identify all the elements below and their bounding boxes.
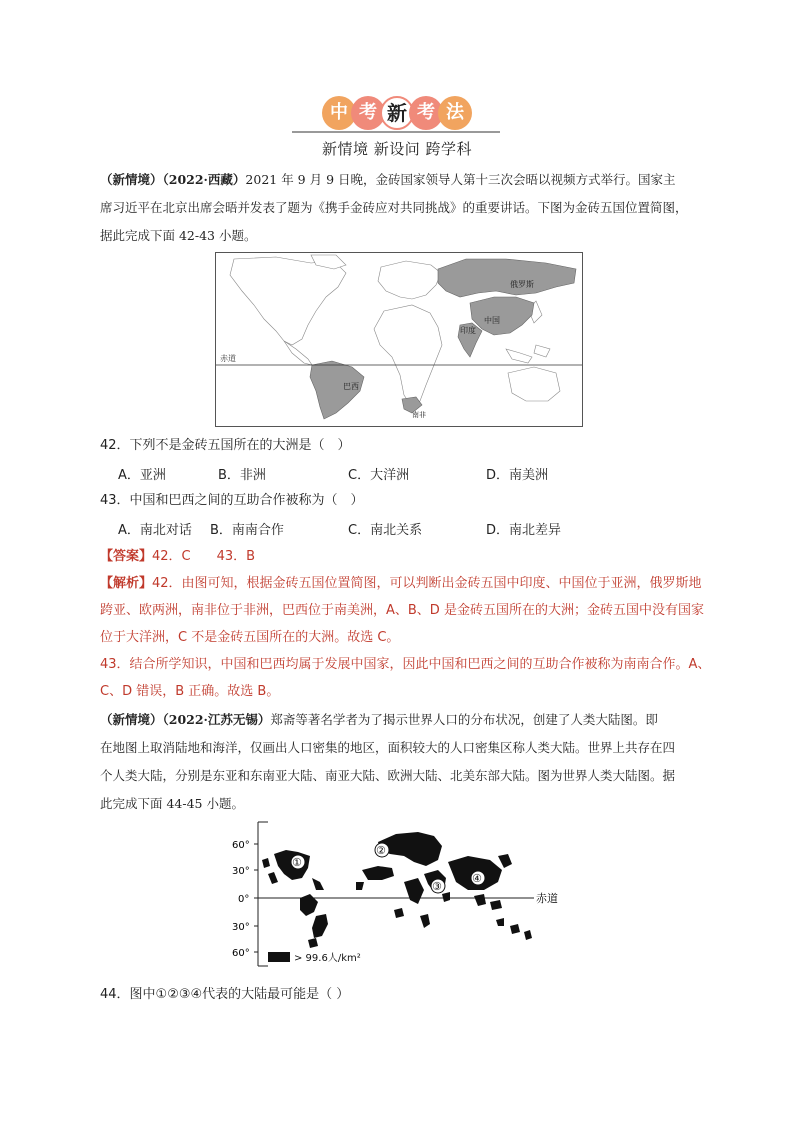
north-america-shape bbox=[230, 257, 346, 345]
china-label: 中国 bbox=[484, 316, 500, 325]
title-badges bbox=[322, 96, 472, 130]
badge-char: 新 bbox=[380, 96, 414, 130]
intro-text: 据此完成下面 42-43 小题。 bbox=[100, 228, 257, 243]
badge-char: 考 bbox=[351, 96, 385, 130]
russia-label: 俄罗斯 bbox=[510, 280, 534, 289]
answer-text: 42．C 43．B bbox=[152, 549, 256, 564]
question-intro-1 bbox=[100, 166, 712, 250]
europe-shape bbox=[378, 261, 441, 299]
q42-option-c[interactable]: C．大洋洲 bbox=[348, 468, 410, 483]
header-divider bbox=[292, 131, 500, 133]
analysis-line-2: 跨亚、欧两洲，南非位于非洲，巴西位于南美洲，A、B、D 是金砖五国所在的大洲；金砖五国中没有国家 bbox=[100, 603, 704, 618]
intro-text: 在地图上取消陆地和海洋，仅画出人口密集的地区，面积较大的人口密集区称人类大陆。世界上共存在四 bbox=[100, 740, 676, 755]
q43-option-b[interactable]: B．南南合作 bbox=[210, 523, 284, 538]
context-tag: （新情境） bbox=[100, 172, 163, 187]
q42-option-b[interactable]: B．非洲 bbox=[218, 468, 266, 483]
q43-option-c[interactable]: C．南北关系 bbox=[348, 523, 423, 538]
intro-text: 郑斋等著名学者为了揭示世界人口的分布状况，创建了人类大陆图。即 bbox=[270, 712, 658, 727]
analysis-line-4: 43．结合所学知识，中国和巴西均属于发展中国家，因此中国和巴西之间的互助合作被称为南南合作。A、 bbox=[100, 657, 711, 672]
q42-option-d[interactable]: D．南美洲 bbox=[486, 468, 549, 483]
answer-label: 【答案】 bbox=[100, 549, 153, 564]
question-intro-2 bbox=[100, 706, 712, 818]
badge-char: 考 bbox=[409, 96, 443, 130]
lat-label: 30° bbox=[232, 922, 250, 933]
intro-text: 此完成下面 44-45 小题。 bbox=[100, 796, 244, 811]
context-tag: （新情境） bbox=[100, 712, 163, 727]
q43-option-d[interactable]: D．南北差异 bbox=[486, 523, 562, 538]
question-43-stem: 43．中国和巴西之间的互助合作被称为（ ） bbox=[100, 493, 364, 508]
islands-shape bbox=[534, 345, 550, 357]
human-continents-map bbox=[228, 820, 568, 970]
india-label: 印度 bbox=[460, 326, 476, 335]
source-tag: （2022·江苏无锡） bbox=[162, 712, 271, 727]
analysis-text: 42．由图可知，根据金砖五国位置简图，可以判断出金砖五国中印度、中国位于亚洲，俄罗斯地 bbox=[152, 576, 702, 591]
equator-label: 赤道 bbox=[220, 354, 236, 363]
analysis-line-1 bbox=[100, 574, 702, 594]
intro-text: 个人类大陆，分别是东亚和东南亚大陆、南亚大陆、欧洲大陆、北美东部大陆。图为世界人类大陆图。据 bbox=[100, 768, 676, 783]
brics-map bbox=[215, 252, 583, 427]
islands-shape bbox=[506, 349, 532, 363]
question-44-stem: 44．图中①②③④代表的大陆最可能是（ ） bbox=[100, 987, 350, 1002]
q43-option-a[interactable]: A．南北对话 bbox=[118, 523, 192, 538]
section-header bbox=[0, 92, 794, 162]
marker-3: ③ bbox=[432, 880, 442, 893]
equator-label: 赤道 bbox=[536, 892, 558, 905]
legend-swatch bbox=[268, 952, 290, 962]
marker-1: ① bbox=[292, 856, 302, 869]
south-africa-label: 南非 bbox=[412, 411, 426, 419]
russia-shape bbox=[438, 259, 576, 297]
question-42-stem: 42．下列不是金砖五国所在的大洲是（ ） bbox=[100, 438, 351, 453]
legend-label: > 99.6人/km² bbox=[294, 953, 361, 964]
marker-2: ② bbox=[376, 844, 386, 857]
source-tag: （2022·西藏） bbox=[162, 172, 246, 187]
africa-shape bbox=[374, 305, 442, 407]
world-map-figure bbox=[216, 253, 582, 426]
intro-text: 席习近平在北京出席会晤并发表了题为《携手金砖应对共同挑战》的重要讲话。下图为金砖五国位置简图， bbox=[100, 200, 688, 215]
q42-option-a[interactable]: A．亚洲 bbox=[118, 468, 166, 483]
lat-label: 0° bbox=[238, 894, 250, 905]
lat-label: 60° bbox=[232, 948, 250, 959]
lat-label: 30° bbox=[232, 866, 250, 877]
marker-4: ④ bbox=[472, 872, 482, 885]
badge-char: 法 bbox=[438, 96, 472, 130]
header-subtitle: 新情境 新设问 跨学科 bbox=[321, 140, 473, 158]
central-america-shape bbox=[284, 341, 312, 365]
analysis-label: 【解析】 bbox=[100, 576, 153, 591]
analysis-line-3: 位于大洋洲，C 不是金砖五国所在的大洲。故选 C。 bbox=[100, 630, 400, 645]
population-map-figure bbox=[228, 820, 568, 970]
australia-shape bbox=[508, 367, 560, 401]
analysis-line-5: C、D 错误，B 正确。故选 B。 bbox=[100, 684, 280, 699]
answer-line bbox=[100, 547, 255, 567]
intro-text: 2021 年 9 月 9 日晚，金砖国家领导人第十三次会晤以视频方式举行。国家主 bbox=[245, 172, 676, 187]
lat-label: 60° bbox=[232, 840, 250, 851]
brazil-label: 巴西 bbox=[343, 382, 359, 391]
badge-char: 中 bbox=[322, 96, 356, 130]
